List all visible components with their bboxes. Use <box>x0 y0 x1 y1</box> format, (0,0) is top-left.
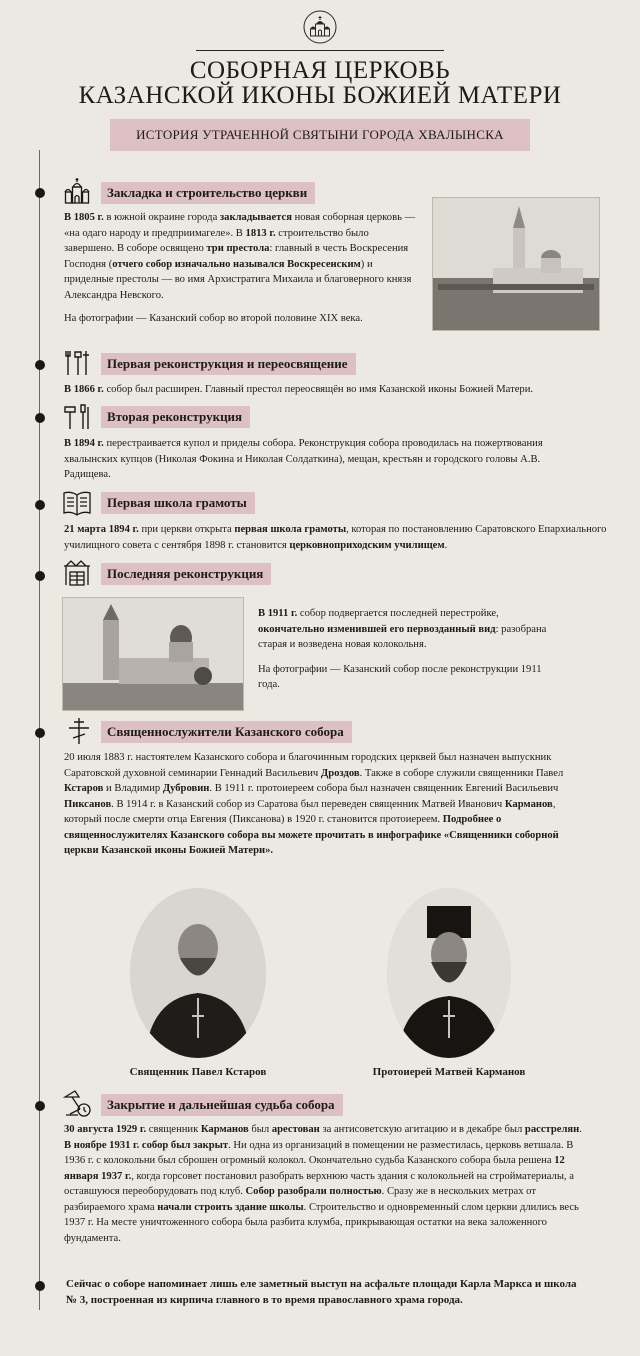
section-text-closure: 30 августа 1929 г. священник Карманов был арестован за антисоветскую агитацию и в декабре был расстрелян. В ноябре 1931 г. собор был закрыт. Ни одна из организаций в помещении не разместилась, церковь ветшала. В 1936 г. с колокольни был сброшен огромный колокол. Окончательно судьба Казанского собора была решена 12 января 1937 г., когда горсовет постановил разобрать верхнюю часть здания с колокольней на стройматериалы, а оставшуюся переоборудовать под клуб. Собор разобрали полностью. Сразу же в нескольких метрах от разбираемого храма начали строить здание школы. Строительство и одновременный слом церкви длились весь 1937 г. На месте уничтоженного собора была разбита клумба, прикрывающая остатки на века заложенного фундамента. <box>64 1124 582 1244</box>
photo-cathedral-19th-century <box>432 197 600 331</box>
timeline-dot <box>35 360 45 370</box>
photo-cathedral-after-1911 <box>62 597 244 711</box>
page-title: СОБОРНАЯ ЦЕРКОВЬ КАЗАНСКОЙ ИКОНЫ БОЖИЕЙ МАТЕРИ <box>78 57 562 109</box>
portrait-caption-karmanov: Протоиерей Матвей Карманов <box>372 1066 526 1078</box>
section-heading-second-reconstruction: Вторая реконструкция <box>101 406 250 428</box>
portrait-caption-kstarov: Священник Павел Кстаров <box>129 1066 267 1078</box>
section-heading-clergy: Священнослужители Казанского собора <box>101 721 352 743</box>
section-heading-construction: Закладка и строительство церкви <box>101 182 315 204</box>
section-text-first-school: 21 марта 1894 г. при церкви открыта первая школа грамоты, которая по постановлению Саратовского Епархиального училищного совета с сентября 1898 г. становится церковноприходским училищем. <box>64 524 607 551</box>
section-text-second-reconstruction: В 1894 г. перестраивается купол и приделы собора. Реконструкция собора проводилась на пожертвования хвалынских купцов (Николая Фокина и Николая Солдаткина), мещан, крестьян и городского головы А.В. Радищева. <box>64 438 543 480</box>
portrait-pavel-kstarov <box>130 888 266 1058</box>
section-text-last-reconstruction: В 1911 г. собор подвергается последней перестройке, окончательно изменившей его первозданный вид: разобрана старая и возведена новая колокольня. На фотографии — Казанский собор после реконструкции 1911 года. <box>258 608 547 690</box>
timeline-dot <box>35 571 45 581</box>
timeline-dot <box>35 1101 45 1111</box>
section-heading-first-reconstruction: Первая реконструкция и переосвящение <box>101 353 356 375</box>
church-emblem-logo <box>303 10 337 44</box>
timeline-dot <box>35 413 45 423</box>
hammer-icon <box>62 402 92 432</box>
section-text-construction: В 1805 г. в южной окраине города закладывается новая соборная церковь — «на одаго народу и предприимагеле». В 1813 г. строительство было завершено. В соборе освящено три престола: главный в честь Воскресения Господня (отчего собор изначально назывался Воскресенским) и приделные престолы — во имя Архистратига Михаила и благоверного князя Александра Невского. На фотографии — Казанский собор во второй половине XIX века. <box>64 212 416 324</box>
timeline-dot <box>35 188 45 198</box>
subtitle-banner: ИСТОРИЯ УТРАЧЕННОЙ СВЯТЫНИ ГОРОДА ХВАЛЫНСКА <box>110 119 530 151</box>
timeline-dot <box>35 728 45 738</box>
timeline-dot <box>35 1281 45 1291</box>
portrait-matvey-karmanov <box>387 888 511 1058</box>
construction-icon <box>62 558 92 588</box>
section-text-clergy: 20 июля 1883 г. настоятелем Казанского собора и благочинным городских церквей был назначен выпускник Саратовской духовной семинарии Геннадий Васильевич Дроздов. Также в соборе служили священники Павел Кстаров и Владимир Дубровин. В 1911 г. протоиереем собора был назначен священник Евгений Васильевич Пиксанов. В 1914 г. в Казанский собор из Саратова был переведен священник Матвей Иванович Карманов, который после смерти отца Евгения (Пиксанова) в 1920 г. становится протоиереем. Подробнее о священнослужителях Казанского собора вы можете прочитать в инфографике «Священники соборной церкви Казанской иконы Божией Матери». <box>64 752 564 856</box>
desk-lamp-icon <box>62 1088 92 1118</box>
section-heading-closure: Закрытие и дальнейшая судьба собора <box>101 1094 343 1116</box>
orthodox-cross-icon <box>64 716 94 746</box>
tools-icon <box>62 348 92 378</box>
final-note: Сейчас о соборе напоминает лишь еле заметный выступ на асфальте площади Карла Маркса и школа № 3, построенная из кирпича главного в то время православного храма города. <box>66 1278 577 1306</box>
church-icon <box>62 176 92 206</box>
open-book-icon <box>62 488 92 518</box>
section-heading-last-reconstruction: Последняя реконструкция <box>101 563 271 585</box>
header-rule <box>196 50 444 51</box>
section-text-first-reconstruction: В 1866 г. собор был расширен. Главный престол переосвящён во имя Казанской иконы Божией Матери. <box>64 384 534 395</box>
section-heading-first-school: Первая школа грамоты <box>101 492 255 514</box>
timeline-dot <box>35 500 45 510</box>
